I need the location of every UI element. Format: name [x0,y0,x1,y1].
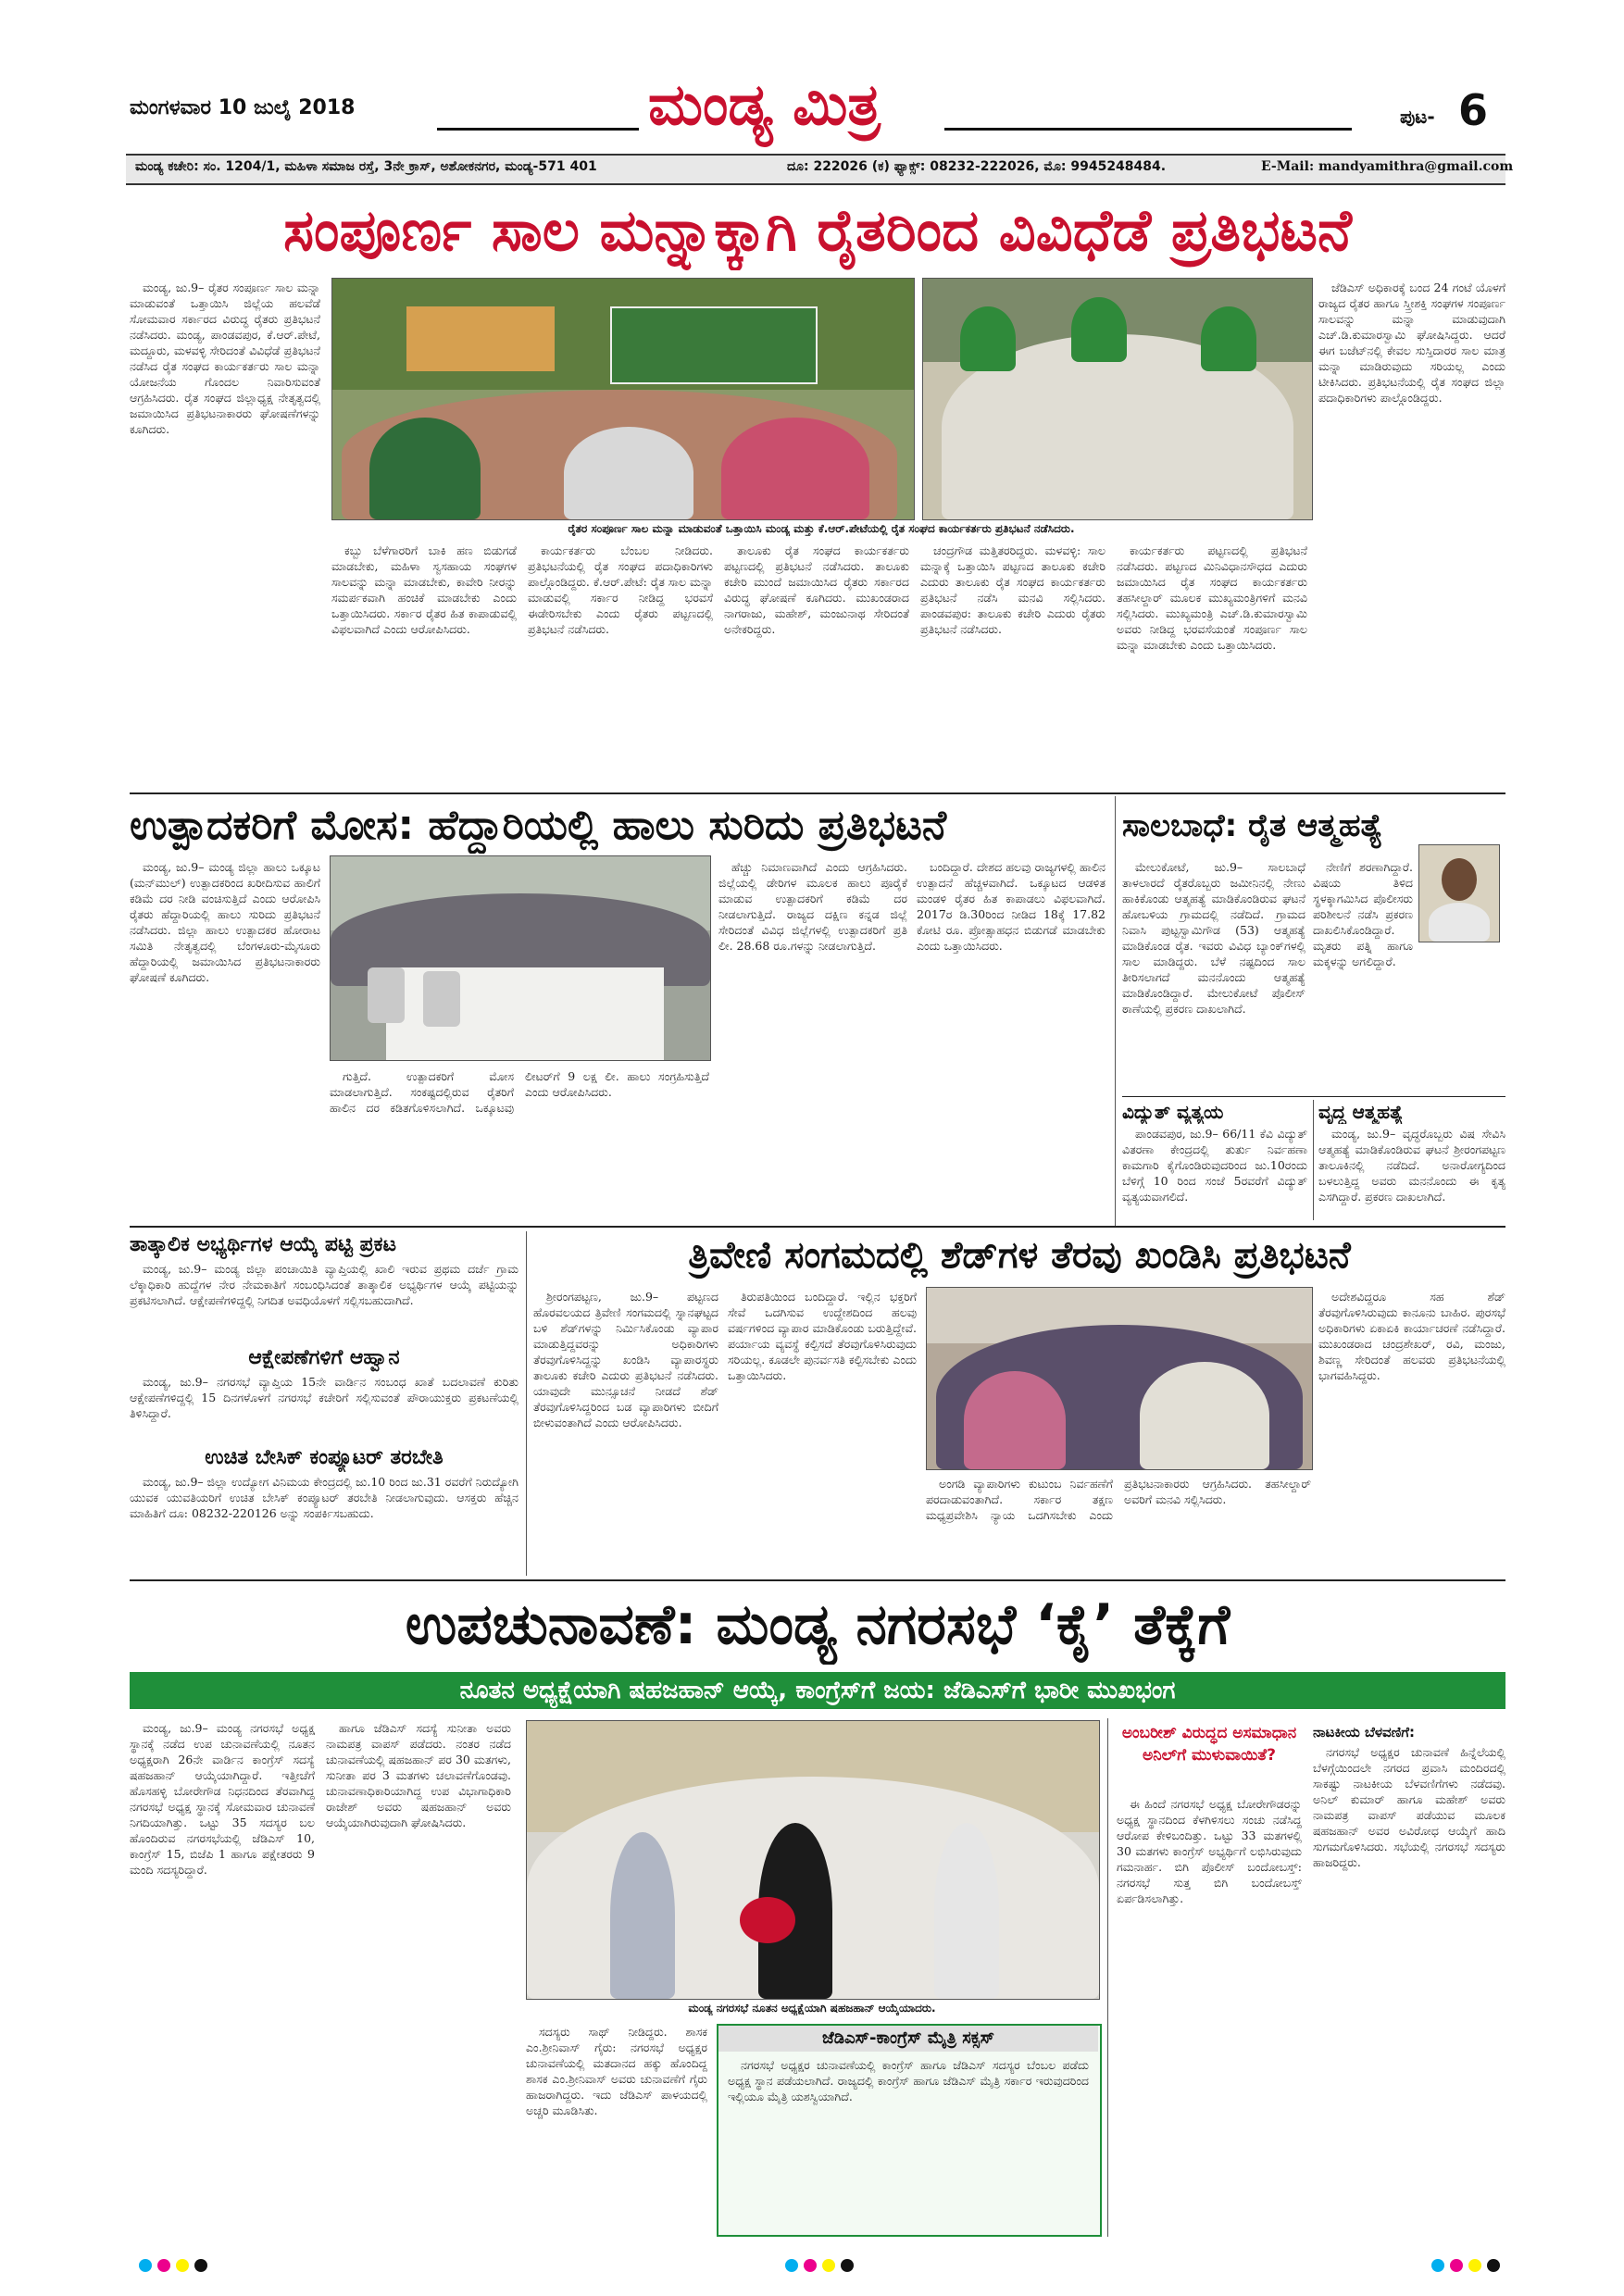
photo-men-shirts [1140,1362,1269,1469]
reg-dot-cyan-mid [785,2259,798,2272]
story4-column-3 [926,1476,1311,1572]
reg-dot-black-left [194,2259,207,2272]
page-label: ಪುಟ- [1400,106,1435,128]
headline-selection-list: ತಾತ್ಕಾಲಿಕ ಅಭ್ಯರ್ಥಿಗಳ ಆಯ್ಕೆ ಪಟ್ಟಿ ಪ್ರಕಟ [130,1233,396,1256]
office-phone: ದೂ: 222026 (ಕ) ಫ್ಯಾಕ್ಸ್: 08232-222026, ಮೊ: 9945248484. [787,159,1167,174]
story5-col4-text: ಈ ಹಿಂದೆ ನಗರಸಭೆ ಅಧ್ಯಕ್ಷ ಬೋರೇಗೌಡರನ್ನು ಅಧ್ಯಕ್ಷ ಸ್ಥಾನದಿಂದ ಕೆಳಗಿಳಿಸಲು ಸಂಚು ನಡೆಸಿದ್ದ ಆರೋಪ ಕೇಳಿಬಂದಿತ್ತು. ಒಟ್ಟು 33 ಮತಗಳಲ್ಲಿ 30 ಮತಗಳು ಕಾಂಗ್ರೆಸ್ ಅಭ್ಯರ್ಥಿಗೆ ಲಭಿಸಿರುವುದು ಗಮನಾರ್ಹ. ಬಿಗಿ ಪೊಲೀಸ್ ಬಂದೋಬಸ್ತ್: ನಗರಸಭೆ ಸುತ್ತ ಬಿಗಿ ಬಂದೋಬಸ್ತ್ ಏರ್ಪಡಿಸಲಾಗಿತ್ತು. [1117,1797,1302,1905]
page-number: 6 [1458,85,1489,135]
photo-tent [406,306,555,371]
story4-col3-text: ಅಂಗಡಿ ವ್ಯಾಪಾರಿಗಳು ಕುಟುಂಬ ನಿರ್ವಹಣೆಗೆ ಪರದಾಡುವಂತಾಗಿದೆ. ಸರ್ಕಾರ ತಕ್ಷಣ ಮಧ್ಯಪ್ರವೇಶಿಸಿ ನ್ಯಾಯ ಒದಗಿಸಬೇಕು ಎಂದು ಪ್ರತಿಭಟನಾಕಾರರು ಆಗ್ರಹಿಸಿದರು. ತಹಸೀಲ್ದಾರ್ ಅವರಿಗೆ ಮನವಿ ಸಲ್ಲಿಸಿದರು. [926,1477,1311,1522]
story2-col1-text: ಮಂಡ್ಯ, ಜು.9– ಮಂಡ್ಯ ಜಿಲ್ಲಾ ಹಾಲು ಒಕ್ಕೂಟ (ಮನ್‌ಮುಲ್) ಉತ್ಪಾದಕರಿಂದ ಖರೀದಿಸುವ ಹಾಲಿಗೆ ಕಡಿಮೆ ದರ ನೀಡಿ ವಂಚಿಸುತ್ತಿದೆ ಎಂದು ಆರೋಪಿಸಿ ರೈತರು ಹೆದ್ದಾರಿಯಲ್ಲಿ ಹಾಲು ಸುರಿದು ಪ್ರತಿಭಟನೆ ನಡೆಸಿದರು. ಜಿಲ್ಲಾ ಹಾಲು ಉತ್ಪಾದಕರ ಹೋರಾಟ ಸಮಿತಿ ನೇತೃತ್ವದಲ್ಲಿ ಬೆಂಗಳೂರು-ಮೈಸೂರು ಹೆದ್ದಾರಿಯಲ್ಲಿ ಜಮಾಯಿಸಿದ ಪ್ರತಿಭಟನಾಕಾರರು ಘೋಷಣೆ ಕೂಗಿದರು. [130,860,320,984]
photo-green-flag-3 [1201,306,1256,371]
headline-computer-training: ಉಚಿತ ಬೇಸಿಕ್ ಕಂಪ್ಯೂಟರ್ ತರಬೇತಿ [205,1446,443,1469]
headline-power-cut: ವಿದ್ಯುತ್ ವ್ಯತ್ಯಯ [1122,1101,1224,1123]
story1-column-6 [1117,543,1307,787]
reg-dot-black-right [1487,2259,1500,2272]
photo-green-flag-1 [960,306,1016,371]
divider-v-3 [1107,1718,1108,2237]
headline-triveni: ತ್ರಿವೇಣಿ ಸಂಗಮದಲ್ಲಿ ಶೆಡ್‌ಗಳ ತೆರವು ಖಂಡಿಸಿ ಪ್ರತಿಭಟನೆ [688,1234,1351,1277]
reg-dot-yellow-mid [822,2259,835,2272]
story5-column-5 [1313,1744,1505,2235]
headline-farmer-suicide: ಸಾಲಬಾಧೆ: ರೈತ ಆತ್ಮಹತ್ಯೆ [1122,807,1383,844]
masthead-rule-left [437,128,639,131]
reg-dot-black-mid [841,2259,854,2272]
story1-column-3 [528,543,713,787]
story2-col3-text: ಹೆಚ್ಚು ನಿಮಾಣವಾಗಿದೆ ಎಂದು ಆಗ್ರಹಿಸಿದರು. ಜಿಲ್ಲೆಯಲ್ಲಿ ಡೇರಿಗಳ ಮೂಲಕ ಹಾಲು ಪೂರೈಕೆ ಮಾಡುವ ಉತ್ಪಾದಕರಿಗೆ ಕಡಿಮೆ ದರ ನೀಡಲಾಗುತ್ತಿದೆ. ರಾಜ್ಯದ ದಕ್ಷಿಣ ಕನ್ನಡ ಜಿಲ್ಲೆ ಸೇರಿದಂತೆ ವಿವಿಧ ಜಿಲ್ಲೆಗಳಲ್ಲಿ ಉತ್ಪಾದಕರಿಗೆ ಪ್ರತಿ ಲೀ. 28.68 ರೂ.ಗಳನ್ನು ನೀಡಲಾಗುತ್ತಿದೆ. [718,860,907,953]
triveni-protest-photo [926,1287,1313,1470]
divider-v-1 [1115,796,1116,1226]
story3-side [1313,859,1413,1091]
masthead-title: ಮಂಡ್ಯ ಮಿತ್ರ [648,70,881,138]
photo-sarees [721,418,869,519]
brief5-body-text: ಮಂಡ್ಯ, ಜು.9– ಜಿಲ್ಲಾ ಉದ್ಯೋಗ ವಿನಿಮಯ ಕೇಂದ್ರದಲ್ಲಿ ಜು.10 ರಿಂದ ಜು.31 ರವರೆಗೆ ನಿರುದ್ಯೋಗಿ ಯುವಕ ಯುವತಿಯರಿಗೆ ಉಚಿತ ಬೇಸಿಕ್ ಕಂಪ್ಯೂಟರ್ ತರಬೇತಿ ನೀಡಲಾಗುವುದು. ಆಸಕ್ತರು ಹೆಚ್ಚಿನ ಮಾಹಿತಿಗೆ ದೂ: 08232-220126 ಅನ್ನು ಸಂಪರ್ಕಿಸಬಹುದು. [130,1475,518,1520]
divider-1 [130,792,1505,794]
story5-photo-caption: ಮಂಡ್ಯ ನಗರಸಭೆ ನೂತನ ಅಧ್ಯಕ್ಷೆಯಾಗಿ ಷಹಜಹಾನ್ ಆಯ್ಕೆಯಾದರು. [688,2002,936,2015]
brief4-body-text: ಮಂಡ್ಯ, ಜು.9– ನಗರಸಭೆ ವ್ಯಾಪ್ತಿಯ 15ನೇ ವಾರ್ಡಿನ ಸಂಬಂಧ ಖಾತೆ ಬದಲಾವಣೆ ಕುರಿತು ಆಕ್ಷೇಪಣೆಗಳಿದ್ದಲ್ಲಿ 15 ದಿನಗಳೊಳಗೆ ನಗರಸಭೆ ಕಚೇರಿಗೆ ಸಲ್ಲಿಸುವಂತೆ ಪೌರಾಯುಕ್ತರು ಪ್ರಕಟಣೆಯಲ್ಲಿ ತಿಳಿಸಿದ್ದಾರೆ. [130,1375,518,1420]
photo-woman-officer [934,1823,999,1999]
story4-col1-text: ಶ್ರೀರಂಗಪಟ್ಟಣ, ಜು.9– ಪಟ್ಟಣದ ಹೊರವಲಯದ ತ್ರಿವೇಣಿ ಸಂಗಮದಲ್ಲಿ ಸ್ನಾನಘಟ್ಟದ ಬಳಿ ಶೆಡ್‌ಗಳನ್ನು ನಿರ್ಮಿಸಿಕೊಂಡು ವ್ಯಾಪಾರ ಮಾಡುತ್ತಿದ್ದವರನ್ನು ಅಧಿಕಾರಿಗಳು ತೆರವುಗೊಳಿಸಿದ್ದನ್ನು ಖಂಡಿಸಿ ವ್ಯಾಪಾರಸ್ಥರು ತಾಲೂಕು ಕಚೇರಿ ಎದುರು ಪ್ರತಿಭಟನೆ ನಡೆಸಿದರು. ಯಾವುದೇ ಮುನ್ಸೂಚನೆ ನೀಡದೆ ಶೆಡ್ ತೆರವುಗೊಳಿಸಿದ್ದರಿಂದ ಬಡ ವ್ಯಾಪಾರಿಗಳು ಬೀದಿಗೆ ಬೀಳುವಂತಾಗಿದೆ ಎಂದು ಆರೋಪಿಸಿದರು. [533,1290,718,1429]
story2-col4-text: ಬಂದಿದ್ದಾರೆ. ದೇಶದ ಹಲವು ರಾಜ್ಯಗಳಲ್ಲಿ ಹಾಲಿನ ಉತ್ಪಾದನೆ ಹೆಚ್ಚಳವಾಗಿದೆ. ಒಕ್ಕೂಟದ ಆಡಳಿತ ಮಂಡಳಿ ರೈತರ ಹಿತ ಕಾಪಾಡಲು ವಿಫಲವಾಗಿದೆ. 2017ರ ಡಿ.30ರಿಂದ ನೀಡಿದ 18ಕ್ಕೆ 17.82 ಕೋಟಿ ರೂ. ಪ್ರೋತ್ಸಾಹಧನ ಬಿಡುಗಡೆ ಮಾಡಬೇಕು ಎಂದು ಒತ್ತಾಯಿಸಿದರು. [917,860,1106,953]
story5-column-3 [526,2024,707,2235]
reg-dot-cyan-right [1431,2259,1444,2272]
photo-banner [610,306,818,384]
farmers-protest-photo-1 [331,278,915,520]
reg-dot-cyan-left [139,2259,152,2272]
story3-body-text: ಮೇಲುಕೋಟೆ, ಜು.9– ಸಾಲಬಾಧೆ ತಾಳಲಾರದೆ ರೈತರೊಬ್ಬರು ಜಮೀನಿನಲ್ಲಿ ನೇಣು ಹಾಕಿಕೊಂಡು ಆತ್ಮಹತ್ಯೆ ಮಾಡಿಕೊಂಡಿರುವ ಘಟನೆ ಹೋಬಳಿಯ ಗ್ರಾಮದಲ್ಲಿ ನಡೆದಿದೆ. ಗ್ರಾಮದ ನಿವಾಸಿ ಪುಟ್ಟಸ್ವಾಮಿಗೌಡ (53) ಆತ್ಮಹತ್ಯೆ ಮಾಡಿಕೊಂಡ ರೈತ. ಇವರು ವಿವಿಧ ಬ್ಯಾಂಕ್‌ಗಳಲ್ಲಿ ಸಾಲ ಮಾಡಿದ್ದರು. ಬೆಳೆ ನಷ್ಟದಿಂದ ಸಾಲ ತೀರಿಸಲಾಗದೆ ಮನನೊಂದು ಆತ್ಮಹತ್ಯೆ ಮಾಡಿಕೊಂಡಿದ್ದಾರೆ. ಮೇಲುಕೋಟೆ ಪೊಲೀಸ್ ಠಾಣೆಯಲ್ಲಿ ಪ್ರಕರಣ ದಾಖಲಾಗಿದೆ. [1122,860,1305,1016]
photo-milk-can-2 [423,971,460,1027]
brief1-body [1122,1126,1307,1218]
story4-col4-text: ಅದೇಶವಿದ್ದರೂ ಸಹ ಶೆಡ್ ತೆರವುಗೊಳಿಸಿರುವುದು ಕಾನೂನು ಬಾಹಿರ. ಪುರಸಭೆ ಅಧಿಕಾರಿಗಳು ಏಕಾಏಕಿ ಕಾರ್ಯಾಚರಣೆ ನಡೆಸಿದ್ದಾರೆ. ಮುಖಂಡರಾದ ಚಂದ್ರಶೇಖರ್, ರವಿ, ಮಂಜು, ಶಿವಣ್ಣ ಸೇರಿದಂತೆ ಹಲವರು ಪ್ರತಿಭಟನೆಯಲ್ಲಿ ಭಾಗವಹಿಸಿದ್ದರು. [1318,1290,1505,1382]
photo-man-left [610,1832,675,1999]
alliance-box-title: ಜೆಡಿಎಸ್-ಕಾಂಗ್ರೆಸ್ ಮೈತ್ರಿ ಸಕ್ಸಸ್ [718,2026,1098,2052]
photo-bouquet [740,1897,795,1943]
story1-col6-text: ಕಾರ್ಯಕರ್ತರು ಪಟ್ಟಣದಲ್ಲಿ ಪ್ರತಿಭಟನೆ ನಡೆಸಿದರು. ಪಟ್ಟಣದ ಮಿನಿವಿಧಾನಸೌಧದ ಎದುರು ಜಮಾಯಿಸಿದ ರೈತ ಸಂಘದ ಕಾರ್ಯಕರ್ತರು ತಹಸೀಲ್ದಾರ್ ಮೂಲಕ ಮುಖ್ಯಮಂತ್ರಿಗಳಿಗೆ ಮನವಿ ಸಲ್ಲಿಸಿದರು. ಮುಖ್ಯಮಂತ್ರಿ ಎಚ್.ಡಿ.ಕುಮಾರಸ್ವಾಮಿ ಅವರು ನೀಡಿದ್ದ ಭರವಸೆಯಂತೆ ಸಂಪೂರ್ಣ ಸಾಲ ಮನ್ನಾ ಮಾಡಬೇಕು ಎಂದು ಒತ್ತಾಯಿಸಿದರು. [1117,543,1307,652]
story1-col7-text: ಜೆಡಿಎಸ್ ಅಧಿಕಾರಕ್ಕೆ ಬಂದ 24 ಗಂಟೆ ಯೊಳಗೆ ರಾಜ್ಯದ ರೈತರ ಹಾಗೂ ಸ್ತ್ರೀಶಕ್ತಿ ಸಂಘಗಳ ಸಂಪೂರ್ಣ ಸಾಲವನ್ನು ಮನ್ನಾ ಮಾಡುವುದಾಗಿ ಎಚ್.ಡಿ.ಕುಮಾರಸ್ವಾಮಿ ಘೋಷಿಸಿದ್ದರು. ಆದರೆ ಈಗ ಬಜೆಟ್‌ನಲ್ಲಿ ಕೇವಲ ಸುಸ್ತಿದಾರರ ಸಾಲ ಮಾತ್ರ ಮನ್ನಾ ಮಾಡಿರುವುದು ಸರಿಯಲ್ಲ ಎಂದು ಟೀಕಿಸಿದರು. ಪ್ರತಿಭಟನೆಯಲ್ಲಿ ರೈತ ಸಂಘದ ಜಿಲ್ಲಾ ಪದಾಧಿಕಾರಿಗಳು ಪಾಲ್ಗೊಂಡಿದ್ದರು. [1318,281,1505,405]
brief3-body [130,1261,518,1341]
headline-objections: ಆಕ್ಷೇಪಣೆಗಳಿಗೆ ಆಹ್ವಾನ [248,1346,400,1369]
photo-white-shirts [564,427,693,519]
farmer-portrait-photo [1418,844,1500,942]
story5-col2-text: ಹಾಗೂ ಜೆಡಿಎಸ್ ಸದಸ್ಯೆ ಸುನೀತಾ ಅವರು ನಾಮಪತ್ರ ವಾಪಸ್ ಪಡೆದರು. ನಂತರ ನಡೆದ ಚುನಾವಣೆಯಲ್ಲಿ ಷಹಜಹಾನ್ ಪರ 30 ಮತಗಳು, ಸುನೀತಾ ಪರ 3 ಮತಗಳು ಚಲಾವಣೆಗೊಂಡವು. ಚುನಾವಣಾಧಿಕಾರಿಯಾಗಿದ್ದ ಉಪ ವಿಭಾಗಾಧಿಕಾರಿ ರಾಜೇಶ್ ಅವರು ಷಹಜಹಾನ್ ಅವರು ಆಯ್ಕೆಯಾಗಿರುವುದಾಗಿ ಘೋಷಿಸಿದರು. [326,1721,511,1829]
ambareesh-subhead: ಅಂಬರೀಶ್ ವಿರುದ್ಧದ ಅಸಮಾಧಾನ ಅನಿಲ್‌ಗೆ ಮುಳುವಾಯಿತೆ? [1121,1724,1297,1765]
story2-column-3 [718,859,907,1218]
story3-body [1122,859,1305,1091]
story1-column-4 [724,543,909,787]
story1-col1-text: ಮಂಡ್ಯ, ಜು.9– ರೈತರ ಸಂಪೂರ್ಣ ಸಾಲ ಮನ್ನಾ ಮಾಡುವಂತೆ ಒತ್ತಾಯಿಸಿ ಜಿಲ್ಲೆಯ ಹಲವೆಡೆ ಸೋಮವಾರ ಸರ್ಕಾರದ ವಿರುದ್ಧ ರೈತರು ಪ್ರತಿಭಟನೆ ನಡೆಸಿದರು. ಮಂಡ್ಯ, ಪಾಂಡವಪುರ, ಕೆ.ಆರ್.ಪೇಟೆ, ಮದ್ದೂರು, ಮಳವಳ್ಳಿ ಸೇರಿದಂತೆ ವಿವಿಧೆಡೆ ಪ್ರತಿಭಟನೆ ನಡೆಸಿದ ರೈತ ಸಂಘದ ಕಾರ್ಯಕರ್ತರು ಸಾಲ ಮನ್ನಾ ಯೋಜನೆಯ ಗೊಂದಲ ನಿವಾರಿಸುವಂತೆ ಆಗ್ರಹಿಸಿದರು. ರೈತ ಸಂಘದ ಜಿಲ್ಲಾಧ್ಯಕ್ಷ ನೇತೃತ್ವದಲ್ಲಿ ಜಮಾಯಿಸಿದ ಪ್ರತಿಭಟನಾಕಾರರು ಘೋಷಣೆಗಳನ್ನು ಕೂಗಿದರು. [130,281,320,436]
reg-dot-magenta-right [1450,2259,1463,2272]
reg-dot-magenta-left [157,2259,170,2272]
masthead-rule-right [944,128,1352,131]
story1-column-1 [130,280,320,787]
story1-col3-text: ಕಾರ್ಯಕರ್ತರು ಬೆಂಬಲ ನೀಡಿದರು. ಪ್ರತಿಭಟನೆಯಲ್ಲಿ ರೈತ ಸಂಘದ ಪದಾಧಿಕಾರಿಗಳು ಪಾಲ್ಗೊಂಡಿದ್ದರು. ಕೆ.ಆರ್.ಪೇಟೆ: ರೈತ ಸಾಲ ಮನ್ನಾ ಮಾಡುವಲ್ಲಿ ಸರ್ಕಾರ ನೀಡಿದ್ದ ಭರವಸೆ ಈಡೇರಿಸಬೇಕು ಎಂದು ರೈತರು ಪಟ್ಟಣದಲ್ಲಿ ಪ್ರತಿಭಟನೆ ನಡೆಸಿದರು. [528,543,713,636]
divider-briefs [1122,1096,1505,1097]
brief2-body-text: ಮಂಡ್ಯ, ಜು.9– ವೃದ್ಧರೊಬ್ಬರು ವಿಷ ಸೇವಿಸಿ ಆತ್ಮಹತ್ಯೆ ಮಾಡಿಕೊಂಡಿರುವ ಘಟನೆ ಶ್ರೀರಂಗಪಟ್ಟಣ ತಾಲೂಕಿನಲ್ಲಿ ನಡೆದಿದೆ. ಅನಾರೋಗ್ಯದಿಂದ ಬಳಲುತ್ತಿದ್ದ ಅವರು ಮನನೊಂದು ಈ ಕೃತ್ಯ ಎಸಗಿದ್ದಾರೆ. ಪ್ರಕರಣ ದಾಖಲಾಗಿದೆ. [1318,1127,1505,1204]
story2-column-2 [330,1068,709,1218]
story5-col1-text: ಮಂಡ್ಯ, ಜು.9– ಮಂಡ್ಯ ನಗರಸಭೆ ಅಧ್ಯಕ್ಷ ಸ್ಥಾನಕ್ಕೆ ನಡೆದ ಉಪ ಚುನಾವಣೆಯಲ್ಲಿ ನೂತನ ಅಧ್ಯಕ್ಷರಾಗಿ 26ನೇ ವಾರ್ಡಿನ ಕಾಂಗ್ರೆಸ್ ಸದಸ್ಯೆ ಷಹಜಹಾನ್ ಆಯ್ಕೆಯಾಗಿದ್ದಾರೆ. ಇತ್ತೀಚೆಗೆ ಹೊಸಹಳ್ಳಿ ಬೋರೇಗೌಡ ನಿಧನದಿಂದ ತೆರವಾಗಿದ್ದ ನಗರಸಭೆ ಅಧ್ಯಕ್ಷ ಸ್ಥಾನಕ್ಕೆ ಸೋಮವಾರ ಚುನಾವಣೆ ನಿಗದಿಯಾಗಿತ್ತು. ಒಟ್ಟು 35 ಸದಸ್ಯರ ಬಲ ಹೊಂದಿರುವ ನಗರಸಭೆಯಲ್ಲಿ ಜೆಡಿಎಸ್ 10, ಕಾಂಗ್ರೆಸ್ 15, ಬಿಜೆಪಿ 1 ಹಾಗೂ ಪಕ್ಷೇತರರು 9 ಮಂದಿ ಸದಸ್ಯರಿದ್ದಾರೆ. [130,1721,315,1877]
story1-col4-text: ತಾಲೂಕು ರೈತ ಸಂಘದ ಕಾರ್ಯಕರ್ತರು ಪಟ್ಟಣದಲ್ಲಿ ಪ್ರತಿಭಟನೆ ನಡೆಸಿದರು. ತಾಲೂಕು ಕಚೇರಿ ಮುಂದೆ ಜಮಾಯಿಸಿದ ರೈತರು ಸರ್ಕಾರದ ವಿರುದ್ಧ ಘೋಷಣೆ ಕೂಗಿದರು. ಮುಖಂಡರಾದ ನಾಗರಾಜು, ಮಹೇಶ್, ಮಂಜುನಾಥ ಸೇರಿದಂತೆ ಅನೇಕರಿದ್ದರು. [724,543,909,636]
photo-milk-can-1 [368,967,405,1023]
story3-side-text: ನೇಣಿಗೆ ಶರಣಾಗಿದ್ದಾರೆ. ವಿಷಯ ತಿಳಿದ ಸ್ಥಳಕ್ಕಾಗಮಿಸಿದ ಪೊಲೀಸರು ಪರಿಶೀಲನೆ ನಡೆಸಿ ಪ್ರಕರಣ ದಾಖಲಿಸಿಕೊಂಡಿದ್ದಾರೆ. ಮೃತರು ಪತ್ನಿ ಹಾಗೂ ಮಕ್ಕಳನ್ನು ಅಗಲಿದ್ದಾರೆ. [1313,860,1413,968]
brief3-body-text: ಮಂಡ್ಯ, ಜು.9– ಮಂಡ್ಯ ಜಿಲ್ಲಾ ಪಂಚಾಯಿತಿ ವ್ಯಾಪ್ತಿಯಲ್ಲಿ ಖಾಲಿ ಇರುವ ಪ್ರಥಮ ದರ್ಜೆ ಗ್ರಾಮ ಲೆಕ್ಕಾಧಿಕಾರಿ ಹುದ್ದೆಗಳ ನೇರ ನೇಮಕಾತಿಗೆ ಸಂಬಂಧಿಸಿದಂತೆ ತಾತ್ಕಾಲಿಕ ಅಭ್ಯರ್ಥಿಗಳ ಆಯ್ಕೆ ಪಟ್ಟಿಯನ್ನು ಪ್ರಕಟಿಸಲಾಗಿದೆ. ಆಕ್ಷೇಪಣೆಗಳಿದ್ದಲ್ಲಿ ನಿಗದಿತ ಅವಧಿಯೊಳಗೆ ಸಲ್ಲಿಸಬಹುದಾಗಿದೆ. [130,1262,518,1307]
story1-column-5 [920,543,1106,787]
story1-column-2 [331,543,517,787]
story1-col5-text: ಚಂದ್ರಗೌಡ ಮತ್ತಿತರರಿದ್ದರು. ಮಳವಳ್ಳಿ: ಸಾಲ ಮನ್ನಾಕ್ಕೆ ಒತ್ತಾಯಿಸಿ ಪಟ್ಟಣದ ತಾಲೂಕು ಕಚೇರಿ ಎದುರು ತಾಲೂಕು ರೈತ ಸಂಘದ ಕಾರ್ಯಕರ್ತರು ಪ್ರತಿಭಟನೆ ನಡೆಸಿ ಮನವಿ ಸಲ್ಲಿಸಿದರು. ಪಾಂಡವಪುರ: ತಾಲೂಕು ಕಚೇರಿ ಎದುರು ರೈತರು ಪ್ರತಿಭಟನೆ ನಡೆಸಿದರು. [920,543,1106,636]
portrait-face [1442,858,1477,901]
story1-photo-caption: ರೈತರ ಸಂಪೂರ್ಣ ಸಾಲ ಮನ್ನಾ ಮಾಡುವಂತೆ ಒತ್ತಾಯಿಸಿ ಮಂಡ್ಯ ಮತ್ತು ಕೆ.ಆರ್.ಪೇಟೆಯಲ್ಲಿ ರೈತ ಸಂಘದ ಕಾರ್ಯಕರ್ತರು ಪ್ರತಿಭಟನೆ ನಡೆಸಿದರು. [568,522,1075,535]
story1-column-7 [1318,280,1505,787]
masthead-date: ಮಂಗಳವಾರ 10 ಜುಲೈ 2018 [130,96,356,119]
story5-column-1 [130,1720,315,2235]
drama-subhead: ನಾಟಕೀಯ ಬೆಳವಣಿಗೆ: [1313,1724,1416,1741]
brief5-body [130,1474,518,1570]
divider-3 [130,1579,1505,1581]
story4-col2-text: ತಿರುಪತಿಯಿಂದ ಬಂದಿದ್ದಾರೆ. ಇಲ್ಲಿನ ಭಕ್ತರಿಗೆ ಸೇವೆ ಒದಗಿಸುವ ಉದ್ದೇಶದಿಂದ ಹಲವು ವರ್ಷಗಳಿಂದ ವ್ಯಾಪಾರ ಮಾಡಿಕೊಂಡು ಬರುತ್ತಿದ್ದೇವೆ. ಪರ್ಯಾಯ ವ್ಯವಸ್ಥೆ ಕಲ್ಪಿಸದೆ ತೆರವುಗೊಳಿಸಿರುವುದು ಸರಿಯಲ್ಲ. ಕೂಡಲೇ ಪುನರ್ವಸತಿ ಕಲ್ಪಿಸಬೇಕು ಎಂದು ಒತ್ತಾಯಿಸಿದರು. [728,1290,917,1382]
story5-column-2 [326,1720,511,2235]
milk-pouring-photo [330,855,711,1061]
portrait-shirt [1429,903,1490,942]
story5-col3-text: ಸದಸ್ಯರು ಸಾಥ್ ನೀಡಿದ್ದರು. ಶಾಸಕ ಎಂ.ಶ್ರೀನಿವಾಸ್ ಗೈರು: ನಗರಸಭೆ ಅಧ್ಯಕ್ಷರ ಚುನಾವಣೆಯಲ್ಲಿ ಮತದಾನದ ಹಕ್ಕು ಹೊಂದಿದ್ದ ಶಾಸಕ ಎಂ.ಶ್ರೀನಿವಾಸ್ ಅವರು ಚುನಾವಣೆಗೆ ಗೈರು ಹಾಜರಾಗಿದ್ದರು. ಇದು ಜೆಡಿಎಸ್ ಪಾಳಯದಲ್ಲಿ ಅಚ್ಚರಿ ಮೂಡಿಸಿತು. [526,2025,707,2117]
headline-milk-protest: ಉತ್ಪಾದಕರಿಗೆ ಮೋಸ: ಹೆದ್ದಾರಿಯಲ್ಲಿ ಹಾಲು ಸುರಿದು ಪ್ರತಿಭಟನೆ [130,802,947,849]
divider-v-briefs [1313,1100,1314,1220]
alliance-box-body-text: ನಗರಸಭೆ ಅಧ್ಯಕ್ಷರ ಚುನಾವಣೆಯಲ್ಲಿ ಕಾಂಗ್ರೆಸ್ ಹಾಗೂ ಜೆಡಿಎಸ್ ಸದಸ್ಯರ ಬೆಂಬಲ ಪಡೆದು ಅಧ್ಯಕ್ಷ ಸ್ಥಾನ ಪಡೆಯಲಾಗಿದೆ. ರಾಜ್ಯದಲ್ಲಿ ಕಾಂಗ್ರೆಸ್ ಹಾಗೂ ಜೆಡಿಎಸ್ ಮೈತ್ರಿ ಸರ್ಕಾರ ಇರುವುದರಿಂದ ಇಲ್ಲಿಯೂ ಮೈತ್ರಿ ಯಶಸ್ವಿಯಾಗಿದೆ. [728,2058,1089,2103]
photo-green-flag-2 [1071,297,1127,362]
story2-col2-text: ಗುತ್ತಿದೆ. ಉತ್ಪಾದಕರಿಗೆ ಮೋಸ ಮಾಡಲಾಗುತ್ತಿದೆ. ಸಂಕಷ್ಟದಲ್ಲಿರುವ ರೈತರಿಗೆ ಹಾಲಿನ ದರ ಕಡಿತಗೊಳಿಸಲಾಗಿದೆ. ಒಕ್ಕೂಟವು ಲೀಟರ್‌ಗೆ 9 ಲಕ್ಷ ಲೀ. ಹಾಲು ಸಂಗ್ರಹಿಸುತ್ತಿದೆ ಎಂದು ಆರೋಪಿಸಿದರು. [330,1069,709,1115]
photo-women-sarees [964,1371,1066,1469]
story1-col2-text: ಕಬ್ಬು ಬೆಳೆಗಾರರಿಗೆ ಬಾಕಿ ಹಣ ಬಿಡುಗಡೆ ಮಾಡಬೇಕು, ಮಹಿಳಾ ಸ್ವಸಹಾಯ ಸಂಘಗಳ ಸಾಲವನ್ನು ಮನ್ನಾ ಮಾಡಬೇಕು, ಕಾವೇರಿ ನೀರನ್ನು ಸಮರ್ಪಕವಾಗಿ ಹಂಚಿಕೆ ಮಾಡಬೇಕು ಎಂದು ಒತ್ತಾಯಿಸಿದರು. ಸರ್ಕಾರ ರೈತರ ಹಿತ ಕಾಪಾಡುವಲ್ಲಿ ವಿಫಲವಾಗಿದೆ ಎಂದು ಆರೋಪಿಸಿದರು. [331,543,517,636]
headline-election: ಉಪಚುನಾವಣೆ: ಮಂಡ್ಯ ನಗರಸಭೆ ‘ಕೈ’ ತೆಕ್ಕೆಗೆ [405,1592,1230,1657]
reg-dot-magenta-mid [804,2259,817,2272]
photo-green-shawls [369,418,481,519]
subheadline-election: ನೂತನ ಅಧ್ಯಕ್ಷೆಯಾಗಿ ಷಹಜಹಾನ್ ಆಯ್ಕೆ, ಕಾಂಗ್ರೆಸ್‌ಗೆ ಜಯ: ಜೆಡಿಎಸ್‌ಗೆ ಭಾರೀ ಮುಖಭಂಗ [459,1677,1176,1704]
reg-dot-yellow-left [176,2259,189,2272]
story5-column-4 [1117,1796,1302,2235]
farmers-protest-photo-2 [922,278,1313,520]
brief2-body [1318,1126,1505,1218]
headline-elder-suicide: ವೃದ್ಧ ಆತ್ಮಹತ್ಯೆ [1318,1101,1404,1123]
office-email: E-Mail: mandyamithra@gmail.com [1261,159,1514,174]
story4-column-1 [533,1289,718,1572]
reg-dot-yellow-right [1468,2259,1481,2272]
headline-loan-waiver: ಸಂಪೂರ್ಣ ಸಾಲ ಮನ್ನಾಕ್ಕಾಗಿ ರೈತರಿಂದ ವಿವಿಧೆಡೆ ಪ್ರತಿಭಟನೆ [283,196,1352,264]
brief4-body [130,1374,518,1441]
brief1-body-text: ಪಾಂಡವಪುರ, ಜು.9– 66/11 ಕೆವಿ ವಿದ್ಯುತ್ ವಿತರಣಾ ಕೇಂದ್ರದಲ್ಲಿ ತುರ್ತು ನಿರ್ವಹಣಾ ಕಾಮಗಾರಿ ಕೈಗೊಂಡಿರುವುದರಿಂದ ಜು.10ರಂದು ಬೆಳಿಗ್ಗೆ 10 ರಿಂದ ಸಂಜೆ 5ರವರೆಗೆ ವಿದ್ಯುತ್ ವ್ಯತ್ಯಯವಾಗಲಿದೆ. [1122,1127,1307,1204]
story2-column-1 [130,859,320,1218]
story4-column-4 [1318,1289,1505,1572]
divider-2 [130,1226,1505,1228]
alliance-box-body [728,2057,1089,2227]
office-address: ಮಂಡ್ಯ ಕಚೇರಿ: ಸಂ. 1204/1, ಮಹಿಳಾ ಸಮಾಜ ರಸ್ತೆ, 3ನೇ ಕ್ರಾಸ್, ಅಶೋಕನಗರ, ಮಂಡ್ಯ-571 401 [135,159,597,174]
divider-v-2 [526,1231,527,1576]
story5-col5-text: ನಗರಸಭೆ ಅಧ್ಯಕ್ಷರ ಚುನಾವಣೆ ಹಿನ್ನೆಲೆಯಲ್ಲಿ ಬೆಳಗ್ಗೆಯಿಂದಲೇ ನಗರದ ಪ್ರವಾಸಿ ಮಂದಿರದಲ್ಲಿ ಸಾಕಷ್ಟು ನಾಟಕೀಯ ಬೆಳವಣಿಗೆಗಳು ನಡೆದವು. ಅನಿಲ್ ಕುಮಾರ್ ಹಾಗೂ ಮಹೇಶ್ ಅವರು ನಾಮಪತ್ರ ವಾಪಸ್ ಪಡೆಯುವ ಮೂಲಕ ಷಹಜಹಾನ್ ಅವರ ಅವಿರೋಧ ಆಯ್ಕೆಗೆ ಹಾದಿ ಸುಗಮಗೊಳಿಸಿದರು. ಸಭೆಯಲ್ಲಿ ನಗರಸಭೆ ಸದಸ್ಯರು ಹಾಜರಿದ್ದರು. [1313,1745,1505,1869]
story2-column-4 [917,859,1106,1218]
new-president-photo [526,1720,1100,2000]
story4-column-2 [728,1289,917,1572]
